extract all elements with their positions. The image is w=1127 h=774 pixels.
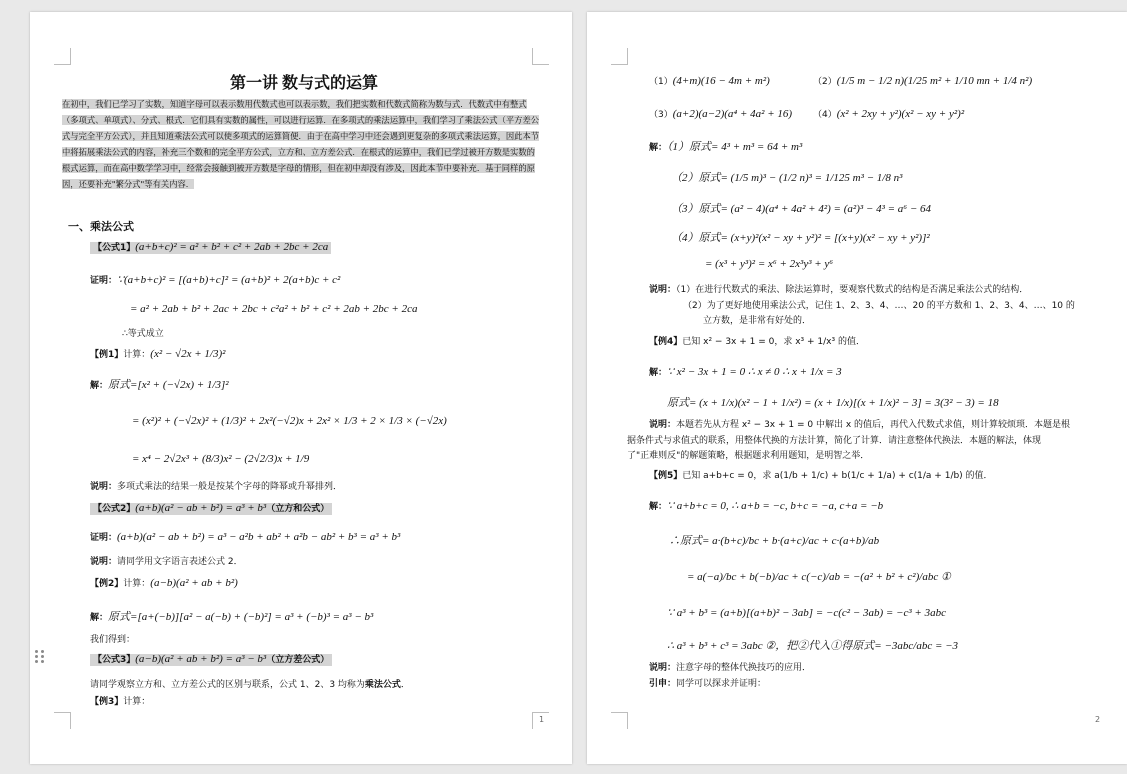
problem-2 [813,74,1032,87]
example-4-note-1 [649,417,1070,430]
note-2-text: 请同学用文字语言表述公式 2． [117,557,243,567]
formula-3-label: 【公式3】 [93,655,136,665]
lecture-title: 第一讲 数与式的运算 [230,75,379,92]
problem-1-expr: (4+m)(16 − 4m + m²) [672,75,770,87]
example-4-step-1: ∵ x² − 3x + 1 = 0 ∴ x ≠ 0 ∴ x + 1/x = 3 [667,366,842,378]
example-2-label: 【例2】 [90,579,124,589]
problem-4 [813,107,964,120]
page-number-1: 1 [539,715,545,724]
proof-1-conclusion: ∴等式成立 [122,329,164,339]
example-5-text: 已知 a+b+c = 0，求 a(1/b + 1/c) + b(1/c + 1/a) + c(1/a + 1/b) 的值． [682,471,993,481]
note-3 [649,282,1028,295]
problem-2-label: （2） [813,77,837,87]
proof-1-line-2: = a² + 2ab + b² + 2ac + 2bc + c²a² + b² + c² + 2ab + 2bc + 2ca [130,303,418,315]
example-1-solution-3: = x⁴ − 2√2x³ + (8/3)x² − (2√2/3)x + 1/9 [132,453,310,465]
example-5-label: 【例5】 [649,471,683,481]
example-4-note-1-text: 本题若先从方程 x² − 3x + 1 = 0 中解出 x 的值后，再代入代数式求值，则计算较烦琐．本题是根 [676,420,1071,430]
proof-label: 证明： [90,276,118,286]
note-2 [90,554,243,567]
note-4 [649,660,811,673]
note-1-text: 多项式乘法的结果一般是按某个字母的降幂或升幂排列． [117,482,343,492]
observe-text [90,677,410,690]
example-4-text: 已知 x² − 3x + 1 = 0，求 x³ + 1/x³ 的值． [682,337,865,347]
example-5-step-1: ∵ a+b+c = 0, ∴ a+b = −c, b+c = −a, c+a = −b [667,500,884,512]
example-1-solution-2: = (x²)² + (−√2x)² + (1/3)² + 2x²(−√2)x + 2x² × 1/3 + 2 × 1/3 × (−√2x) [132,415,447,427]
example-5-solution-5: ∴ a³ + b³ + c³ = 3abc ②，把②代入①得原式= −3abc/abc = −3 [667,640,959,652]
example-4-note-2: 据条件式与求值式的联系，用整体代换的方法计算，简化了计算．请注意整体代换法．本题的解法，体现 [627,436,1042,446]
we-get-text: 我们得到： [90,635,136,645]
problem-3-label: （3） [649,110,673,120]
problem-3-expr: (a+2)(a−2)(a⁴ + 4a² + 16) [672,108,793,120]
margin-corner-top-left-2 [611,48,628,65]
observe-text-bold: 乘法公式 [364,680,401,690]
note-3-a: （1）在进行代数式的乘法、除法运算时，要观察代数式的结构是否满足乘法公式的结构． [676,285,1029,295]
formula-3-name: （立方差公式） [266,655,330,665]
margin-corner-top-left [54,48,71,65]
note-4-text: 注意字母的整体代换技巧的应用． [676,663,812,673]
note-3-b: （2）为了更好地使用乘法公式，记住 1、2、3、4、…、20 的平方数和 1、2、3、4、…、10 的 [683,301,1075,311]
drag-handle-icon[interactable] [35,650,45,664]
document-page-1 [30,12,572,764]
intro-paragraph [62,96,543,193]
solution-label: 解： [90,381,109,391]
note-3-c: 立方数，是非常有好处的． [703,316,812,326]
formula-1 [90,240,331,253]
formula-2-name: （立方和公式） [266,504,330,514]
proof-1-expr: ∵(a+b+c)² = [(a+b)+c]² = (a+b)² + 2(a+b)c + c² [117,274,341,286]
solution-3: （3）原式= (a² − 4)(a⁴ + 4a² + 4²) = (a²)³ − 4³ = a⁶ − 64 [671,203,932,215]
extension-text: 同学可以探求并证明： [676,679,767,689]
example-4-solution-2: 原式= (x + 1/x)(x² − 1 + 1/x²) = (x + 1/x)[(x + 1/x)² − 3] = 3(3² − 3) = 18 [667,397,999,409]
example-4-solution-1 [649,365,842,378]
proof-1-line-1 [90,273,340,286]
problem-4-label: （4） [813,110,837,120]
problem-2-expr: (1/5 m − 1/2 n)(1/25 m² + 1/10 mn + 1/4 n²) [836,75,1033,87]
margin-corner-bottom-left-2 [611,712,628,729]
solution-1 [649,138,802,154]
note-2-label: 说明： [90,557,118,567]
example-3 [90,694,150,707]
section-heading-multiplication: 一、乘法公式 [68,220,134,233]
note-3-label: 说明： [649,285,677,295]
extension-label: 引申： [649,679,677,689]
note-4-label: 说明： [649,663,677,673]
example-4 [649,334,865,347]
example-1-solution-1 [90,376,229,392]
example-4-label: 【例4】 [649,337,683,347]
example-5 [649,468,993,481]
proof-2-expr: (a+b)(a² − ab + b²) = a³ − a²b + ab² + a²b − ab² + b³ = a³ + b³ [117,531,401,543]
formula-1-label: 【公式1】 [93,243,136,253]
example-2-solution [90,608,373,624]
example-4-note-3: 了"正难则反"的解题策略，根据题求利用题知，是明智之举． [627,451,870,461]
intro-text: 在初中，我们已学习了实数，知道字母可以表示数用代数式也可以表示数，我们把实数和代数式简称为数与式．代数式中有整式（多项式、单项式）、分式、根式．它们具有实数的属性，可以进行运算．在多项式的乘法运算中，我们学习了乘法公式（平方差公式与完全平方公式），并且知道乘法公式可以使多项式的运算简便．由于在高中学习中还会遇到更复杂的多项式乘法运算，因此本节中将拓展乘法公式的内容，补充三个数和的完全平方公式，立方和、立方差公式．在根式的运算中，我们已学过被开方数是实数的根式运算，而在高中数学学习中，经常会接触到被开方数是字母的情形，但在初中却没有涉及，因此本节中要补充．基于同样的原因，还要补充"繁分式"等有关内容． [62,99,540,190]
solution-4a: （4）原式= (x+y)²(x² − xy + y²)² = [(x+y)(x² − xy + y²)]² [671,232,930,244]
example-1 [90,347,225,360]
formula-2-label: 【公式2】 [93,504,136,514]
example-2-expr: (a−b)(a² + ab + b²) [150,577,238,589]
example-5-solution-1 [649,499,883,512]
page-number-2: 2 [1095,715,1101,724]
formula-2-expr: (a+b)(a² − ab + b²) = a³ + b³ [135,502,267,514]
margin-corner-top-right [532,48,549,65]
example-1-text: 计算： [123,350,151,360]
formula-2 [90,501,332,514]
solution-2: （2）原式= (1/5 m)³ − (1/2 n)³ = 1/125 m³ − 1/8 n³ [671,172,903,184]
example-4-note-label: 说明： [649,420,677,430]
example-2-text: 计算： [123,579,151,589]
example-5-solution-4: ∵ a³ + b³ = (a+b)[(a+b)² − 3ab] = −c(c² − 3ab) = −c³ + 3abc [667,607,946,619]
observe-text-end: ． [400,680,410,690]
example-5-solution-3: = a(−a)/bc + b(−b)/ac + c(−c)/ab = −(a² + b² + c²)/abc ① [687,571,951,583]
example-3-label: 【例3】 [90,697,124,707]
formula-1-expr: (a+b+c)² = a² + b² + c² + 2ab + 2bc + 2ca [135,241,329,253]
example-1-step-1: 原式=[x² + (−√2x) + 1/3]² [108,379,229,391]
note-label: 说明： [90,482,118,492]
solution-4b: = (x³ + y³)² = x⁶ + 2x³y³ + y⁶ [705,258,834,270]
example-2 [90,576,238,589]
example-1-label: 【例1】 [90,350,124,360]
proof-2-label: 证明： [90,533,118,543]
observe-text-a: 请同学观察立方和、立方差公式的区别与联系，公式 1、2、3 均称为 [90,680,365,690]
document-page-2 [587,12,1127,764]
example-2-solution-label: 解： [90,613,109,623]
formula-3 [90,652,332,665]
proof-2 [90,530,400,543]
example-2-solution-expr: 原式=[a+(−b)][a² − a(−b) + (−b)²] = a³ + (−b)³ = a³ − b³ [108,611,374,623]
note-1 [90,479,342,492]
solution-label-2: 解： [649,143,668,153]
example-1-expr: (x² − √2x + 1/3)² [150,348,226,360]
example-4-solution-label: 解： [649,368,668,378]
formula-3-expr: (a−b)(a² + ab + b²) = a³ − b³ [135,653,267,665]
problem-1 [649,74,770,87]
example-5-solution-2: ∴原式= a·(b+c)/bc + b·(a+c)/ac + c·(a+b)/ab [669,535,880,547]
problem-1-label: （1） [649,77,673,87]
margin-corner-bottom-left [54,712,71,729]
problem-4-expr: (x² + 2xy + y²)(x² − xy + y²)² [836,108,965,120]
example-5-solution-label: 解： [649,502,668,512]
example-3-text: 计算： [123,697,151,707]
extension [649,676,766,689]
solution-1-expr: （1）原式= 4³ + m³ = 64 + m³ [667,141,803,153]
problem-3 [649,107,792,120]
